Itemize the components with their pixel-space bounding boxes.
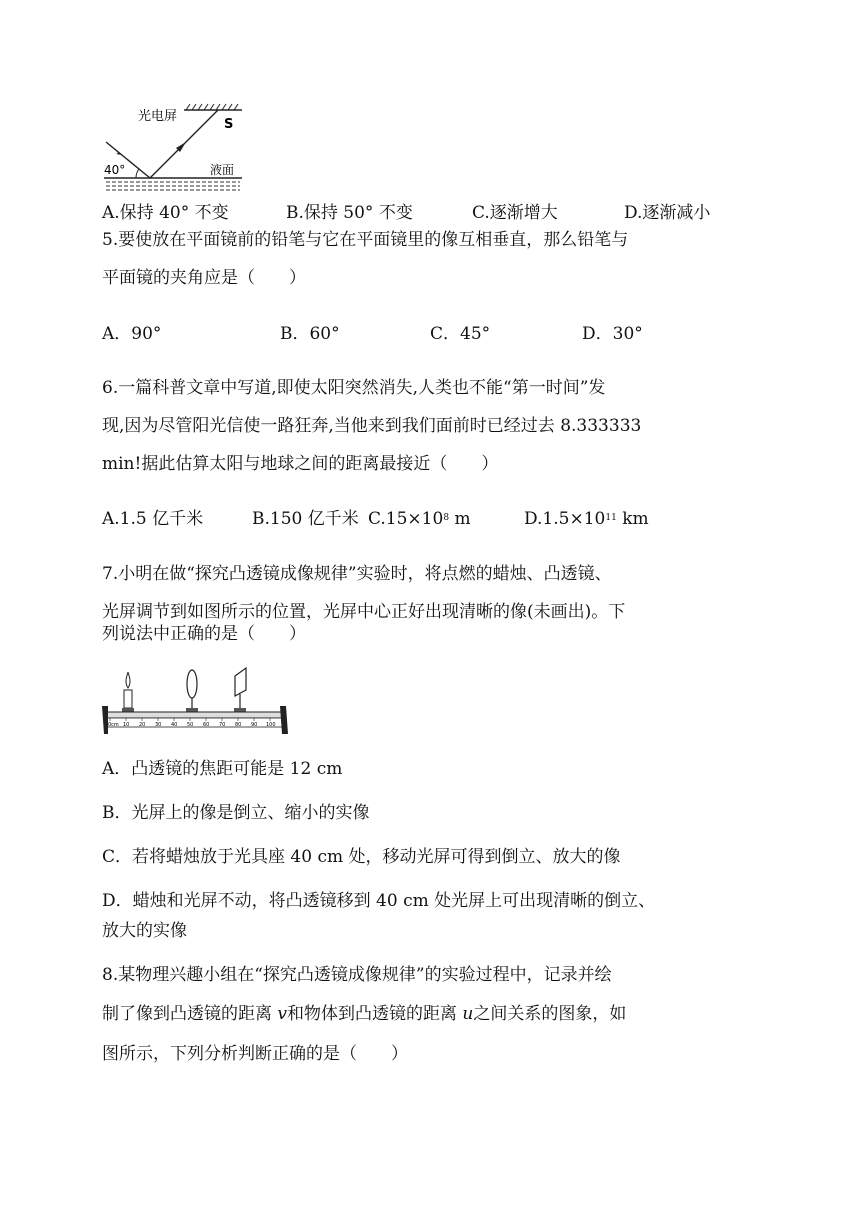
angle-arc: [136, 169, 139, 178]
q5-line-2: 平面镜的夹角应是（ ）: [102, 268, 306, 288]
q8-line-2: 制了像到凸透镜的距离 v和物体到凸透镜的距离 u之间关系的图象，如: [102, 1004, 627, 1024]
label-angle: 40°: [104, 163, 126, 177]
convex-lens: [187, 670, 197, 698]
q4-option-c: C.逐渐增大: [472, 203, 558, 223]
ruler-label-10: 10: [123, 722, 130, 728]
q6-option-c: $C.15\times 10^8$ m: [368, 509, 471, 529]
ruler-label-70: 70: [219, 722, 226, 728]
q6-option-c-exponent: 8: [443, 513, 450, 523]
label-screen: 光电屏: [138, 109, 178, 124]
q7-line-2: 光屏调节到如图所示的位置，光屏中心正好出现清晰的像(未画出)。下: [102, 602, 626, 622]
light-screen: [235, 668, 246, 696]
q5-option-d: D．30°: [582, 324, 643, 344]
q4-option-a: A.保持 40° 不变: [102, 203, 229, 223]
label-liquid: 液面: [210, 163, 235, 177]
candle-flame: [126, 672, 130, 688]
top-mirror-hatching: [186, 104, 238, 110]
label-s: S: [224, 117, 234, 132]
ruler-label-50: 50: [187, 722, 194, 728]
q6-option-d: $D.1.5\times 10^{11}$ km: [524, 509, 649, 529]
q7-option-c: C．若将蜡烛放于光具座 40 cm 处，移动光屏可得到倒立、放大的像: [102, 847, 621, 867]
ruler-label-20: 20: [139, 722, 146, 728]
q7-option-d-line-1: D．蜡烛和光屏不动，将凸透镜移到 40 cm 处光屏上可出现清晰的倒立、: [102, 891, 656, 911]
candle-body: [124, 690, 132, 708]
bench-left-leg: [102, 706, 108, 734]
liquid-hatching: [106, 182, 240, 190]
q8-line-1: 8.某物理兴趣小组在“探究凸透镜成像规律”的实验过程中，记录并绘: [102, 965, 612, 985]
q6-line-1: 6.一篇科普文章中写道,即使太阳突然消失,人类也不能“第一时间”发: [102, 378, 606, 398]
ruler-label-90: 90: [251, 722, 258, 728]
q7-option-b: B．光屏上的像是倒立、缩小的实像: [102, 803, 370, 823]
bench-right-leg: [280, 706, 288, 734]
q6-option-b: B.150 亿千米: [252, 509, 359, 529]
candle-holder: [122, 708, 134, 712]
mirror-liquid-figure: [100, 100, 250, 192]
ruler-label-40: 40: [171, 722, 178, 728]
q6-option-a: A.1.5 亿千米: [102, 509, 204, 529]
lens-holder: [186, 708, 198, 712]
q6-option-d-exponent: 11: [605, 513, 617, 523]
q7-option-d-line-2: 放大的实像: [102, 921, 187, 941]
q5-line-1: 5.要使放在平面镜前的铅笔与它在平面镜里的像互相垂直，那么铅笔与: [102, 230, 629, 250]
q4-option-b: B.保持 50° 不变: [286, 203, 413, 223]
symbol-v: v: [277, 1004, 288, 1024]
q7-line-3: 列说法中正确的是（ ）: [102, 624, 306, 644]
q4-option-d: D.逐渐减小: [624, 203, 711, 223]
q6-line-2: 现,因为尽管阳光信使一路狂奔,当他来到我们面前时已经过去 8.333333: [102, 416, 642, 436]
ruler-label-0: 0cm: [108, 722, 119, 728]
screen-holder: [234, 708, 246, 712]
q7-option-a: A．凸透镜的焦距可能是 12 cm: [102, 759, 343, 779]
ruler-label-100: 100: [266, 722, 276, 728]
q7-line-1: 7.小明在做“探究凸透镜成像规律”实验时，将点燃的蜡烛、凸透镜、: [102, 564, 612, 584]
q5-option-b: B．60°: [280, 324, 340, 344]
q8-line-3: 图所示，下列分析判断正确的是（ ）: [102, 1044, 408, 1064]
q5-option-a: A．90°: [102, 324, 162, 344]
ruler-label-60: 60: [203, 722, 210, 728]
ruler-label-80: 80: [235, 722, 242, 728]
symbol-u: u: [462, 1004, 474, 1024]
bench-rail: [104, 712, 284, 718]
q5-option-c: C．45°: [430, 324, 491, 344]
optical-bench-figure: [100, 662, 290, 736]
q6-line-3: min!据此估算太阳与地球之间的距离最接近（ ）: [102, 454, 499, 474]
ruler-label-30: 30: [155, 722, 162, 728]
